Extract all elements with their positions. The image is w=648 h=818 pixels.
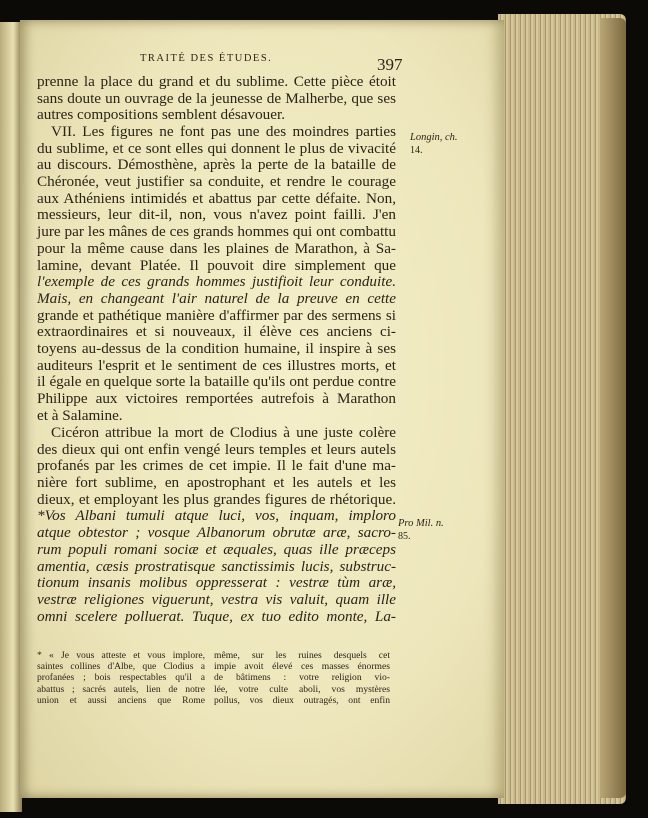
text-line: aux Athéniens intimidés et abattus par cette défaite. Non, bbox=[37, 189, 396, 207]
paragraph-2 bbox=[37, 124, 396, 424]
text-line: impie avoit élevé ces masses énormes bbox=[214, 661, 390, 673]
book-cover-edge bbox=[600, 18, 626, 798]
text-line: prenne la place du grand et du sublime. Cette pièce étoit bbox=[37, 73, 396, 90]
previous-page-edge bbox=[0, 22, 22, 812]
margin-note-ref: Longin, ch. bbox=[410, 132, 458, 143]
text-line: Mais, en changeant l'air naturel de la preuve en cette bbox=[37, 289, 396, 307]
text-line: rum populi romani sociæ et æquales, quas ille præceps bbox=[37, 540, 396, 558]
text-line: toyens au-dessus de la condition humaine, il inspire à ses bbox=[37, 339, 396, 357]
text-line: union et aussi anciens que Rome bbox=[37, 694, 205, 706]
text-line: des dieux qui ont enfin vengé leurs temples et leurs autels bbox=[37, 440, 396, 458]
margin-note-num: 14. bbox=[410, 145, 423, 156]
footnote-left-column bbox=[37, 650, 205, 706]
footnote-right-column bbox=[214, 650, 390, 706]
running-title: TRAITÉ DES ÉTUDES. bbox=[140, 53, 273, 64]
text-line: au discours. Démosthène, après la perte de la bataille de bbox=[37, 156, 396, 174]
text-line: même, sur les ruines desquels cet bbox=[214, 650, 390, 661]
margin-note-num: 85. bbox=[398, 531, 411, 542]
text-line: profanés par les crimes de cet impie. Il le fait d'une ma- bbox=[37, 457, 396, 475]
text-line: omni scelere polluerat. Tuque, ex tuo edito monte, La- bbox=[37, 607, 396, 625]
paragraph-1 bbox=[37, 74, 396, 124]
text-line: il égale en quelque sorte la bataille qu'ils ont perdue contre bbox=[37, 373, 396, 391]
text-line: nière fort sublime, en apostrophant et les autels et les bbox=[37, 474, 396, 492]
page-number: 397 bbox=[377, 55, 403, 74]
text-line: auditeurs l'esprit et le sentiment de ces illustres morts, et bbox=[37, 356, 396, 374]
text-line: abattus ; sacrés autels, lien de notre bbox=[37, 683, 205, 695]
text-line: saintes collines d'Albe, que Clodius a bbox=[37, 661, 205, 673]
text-line: Philippe aux victoires remportées autrefois à Marathon bbox=[37, 390, 396, 407]
margin-note-ref: Pro Mil. n. bbox=[398, 518, 444, 529]
text-line: atque obtestor ; vosque Albanorum obrutæ aræ, sacro- bbox=[37, 524, 396, 542]
text-line: de bâtimens : votre religion vio- bbox=[214, 672, 390, 684]
text-line: sans doute un ouvrage de la jeunesse de Malherbe, que ses bbox=[37, 89, 396, 107]
text-line: dieux, et employant les plus grandes figures de rhétorique. bbox=[37, 490, 396, 508]
text-line: tionum insanis molibus oppresserat : vestræ tùm aræ, bbox=[37, 574, 396, 592]
text-line: VII. Les figures ne font pas une des moindres parties bbox=[51, 123, 396, 140]
text-line: vestræ religiones viguerunt, vestra vis valuit, quam ille bbox=[37, 590, 396, 608]
text-line: jure par les mânes de ces grands hommes qui ont combattu bbox=[37, 223, 396, 241]
text-line: pollus, vos dieux outragés, ont enfin bbox=[214, 694, 390, 706]
text-line: Chéronée, veut justifier sa conduite, et rendre le courage bbox=[37, 173, 396, 191]
text-line: Cicéron attribue la mort de Clodius à une juste colère bbox=[51, 424, 396, 441]
text-line: pour la même cause dans les plaines de Marathon, à Sa- bbox=[37, 239, 396, 257]
text-line: lamine, devant Platée. Il pouvoit dire simplement que bbox=[37, 256, 396, 274]
text-line: autres compositions semblent désavouer. bbox=[37, 106, 286, 124]
text-line: et à Salamine. bbox=[37, 406, 123, 424]
text-line: grande et pathétique manière d'affirmer par des sermens si bbox=[37, 306, 396, 324]
text-line: amentia, cæsis prostratisque sanctissimis lucis, substruc- bbox=[37, 557, 396, 575]
text-line: * « Je vous atteste et vous implore, bbox=[37, 650, 205, 661]
text-line: l'exemple de ces grands hommes justifioit leur conduite. bbox=[37, 273, 396, 291]
text-line: *Vos Albani tumuli atque luci, vos, inquam, imploro bbox=[37, 507, 396, 525]
text-line: messieurs, leur dit-il, non, vous n'avez point failli. J'en bbox=[37, 206, 396, 224]
text-line: lée, votre culte aboli, vos mystères bbox=[214, 683, 390, 695]
paragraph-3 bbox=[37, 425, 396, 625]
text-line: profanées ; bois respectables qu'il a bbox=[37, 672, 205, 684]
text-line: extraordinaires et si nouveaux, il élève ces anciens ci- bbox=[37, 323, 396, 341]
text-line: du sublime, et ce sont elles qui donnent le plus de vivacité bbox=[37, 139, 396, 157]
